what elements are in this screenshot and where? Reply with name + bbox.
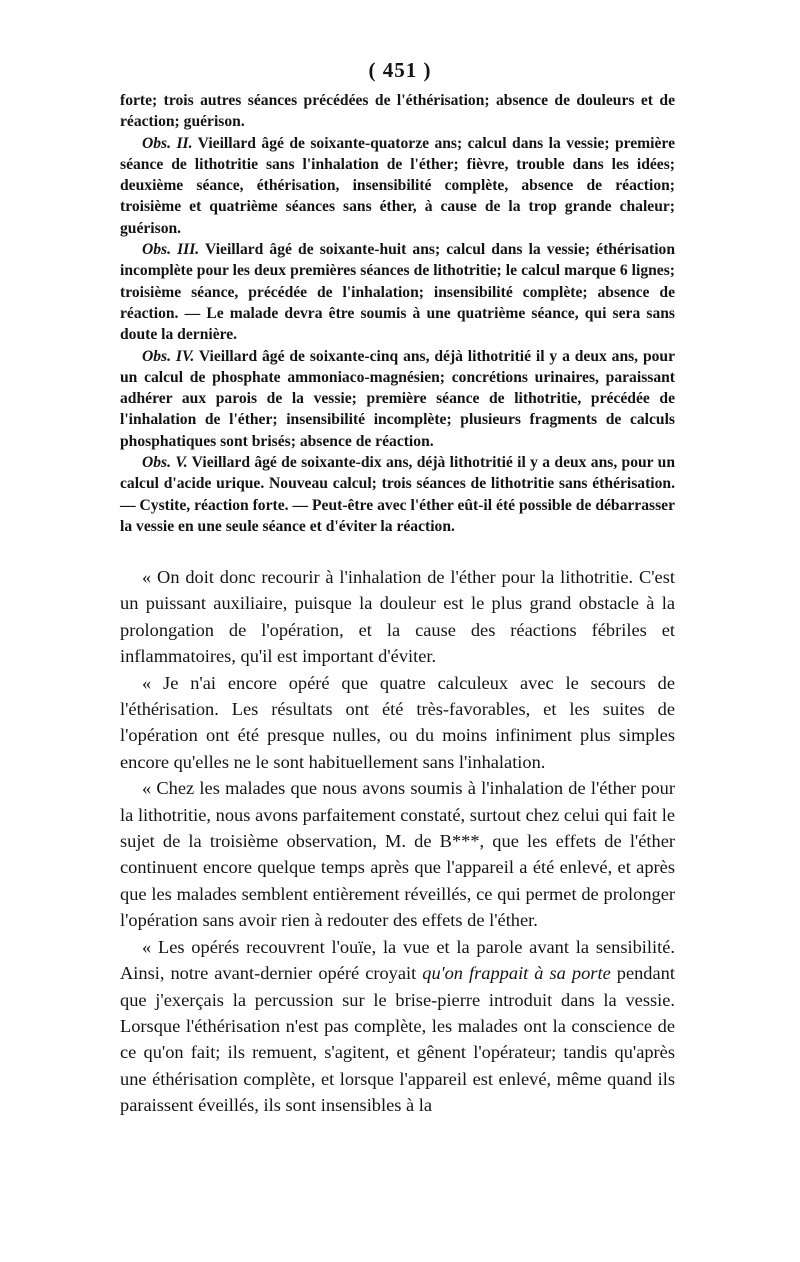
observations-block — [120, 90, 675, 537]
observation-2-label: Obs. II. — [142, 134, 193, 152]
intro-continuation: forte; trois autres séances précédées de l'éthérisation; absence de douleurs et de réaction; guérison. — [120, 92, 675, 131]
observation-5-label: Obs. V. — [142, 454, 188, 472]
observation-4-label: Obs. IV. — [142, 347, 195, 365]
observation-3-text: Vieillard âgé de soixante-huit ans; calcul dans la vessie; éthérisation incomplète pour les deux premières séances de lithotritie; le calcul marque 6 lignes; troisième séance, précédée de l'inhalation; insensibilité complète; absence de réaction. — Le malade devra être soumis à une quatrième séance, qui sera sans doute la dernière. — [120, 241, 675, 344]
observation-2-text: Vieillard âgé de soixante-quatorze ans; calcul dans la vessie; première séance de lithotritie sans l'inhalation de l'éther; fièvre, trouble dans les idées; deuxième séance, éthérisation, insensibilité complète, absence de réaction; troisième et quatrième séances sans éther, à cause de la trop grande chaleur; guérison. — [120, 134, 675, 237]
page-number: ( 451 ) — [368, 58, 432, 82]
observation-4 — [120, 346, 675, 452]
body-paragraph-4 — [120, 934, 675, 1119]
observation-3 — [120, 239, 675, 345]
body-paragraph-4-end: pendant que j'exerçais la percussion sur le brise-pierre introduit dans la vessie. Lorsque l'éthérisation n'est pas complète, les malades ont la conscience de ce qu'on fait; ils remuent, s'agitent, et gênent l'opérateur; tandis qu'après une éthérisation complète, et lorsque l'appareil est enlevé, même quand ils paraissent éveillés, ils sont insensibles à la — [120, 963, 675, 1116]
body-paragraph-1: « On doit donc recourir à l'inhalation de l'éther pour la lithotritie. C'est un puissant auxiliaire, puisque la douleur est le plus grand obstacle à la prolongation de l'opération, et la cause des réactions fébriles et inflammatoires, qu'il est important d'éviter. — [120, 567, 675, 667]
body-paragraph-4-quote: qu'on frappait à sa porte — [422, 963, 611, 984]
body-paragraph-3: « Chez les malades que nous avons soumis à l'inhalation de l'éther pour la lithotritie, nous avons parfaitement constaté, surtout chez celui qui fait le sujet de la troisième observation, M. de B***, que les effets de l'éther continuent encore quelque temps après que l'appareil a été enlevé, et après que les malades semblent entièrement réveillés, ce qui permet de prolonger l'opération sans avoir rien à redouter des effets de l'éther. — [120, 778, 675, 931]
observation-5 — [120, 452, 675, 537]
main-text-block — [120, 564, 675, 1119]
observation-3-label: Obs. III. — [142, 241, 200, 259]
observation-4-text: Vieillard âgé de soixante-cinq ans, déjà lithotritié il y a deux ans, pour un calcul de phosphate ammoniaco-magnésien; concrétions urinaires, paraissant adhérer aux parois de la vessie; première séance de lithotritie, précédée de l'inhalation de l'éther; insensibilité incomplète; plusieurs fragments de calculs phosphatiques sont brisés; absence de réaction. — [120, 347, 676, 450]
observation-5-text: Vieillard âgé de soixante-dix ans, déjà lithotritié il y a deux ans, pour un calcul d'acide urique. Nouveau calcul; trois séances de lithotritie sans éthérisation. — Cystite, réaction forte. — Peut-être avec l'éther eût-il été possible de débarrasser la vessie en une seule séance et d'éviter la réaction. — [120, 454, 675, 535]
body-paragraph-2: « Je n'ai encore opéré que quatre calculeux avec le secours de l'éthérisation. Les résultats ont été très-favorables, et les suites de l'opération ont été presque nulles, ou du moins infiniment plus simples encore qu'elles ne le sont habituellement sans l'inhalation. — [120, 672, 675, 772]
observation-2 — [120, 133, 675, 239]
body-paragraph-4-start: « Les opérés recouvrent l'ouïe, la vue et la parole avant la sensibilité. Ainsi, notre avant-dernier opéré croyait — [120, 936, 675, 984]
